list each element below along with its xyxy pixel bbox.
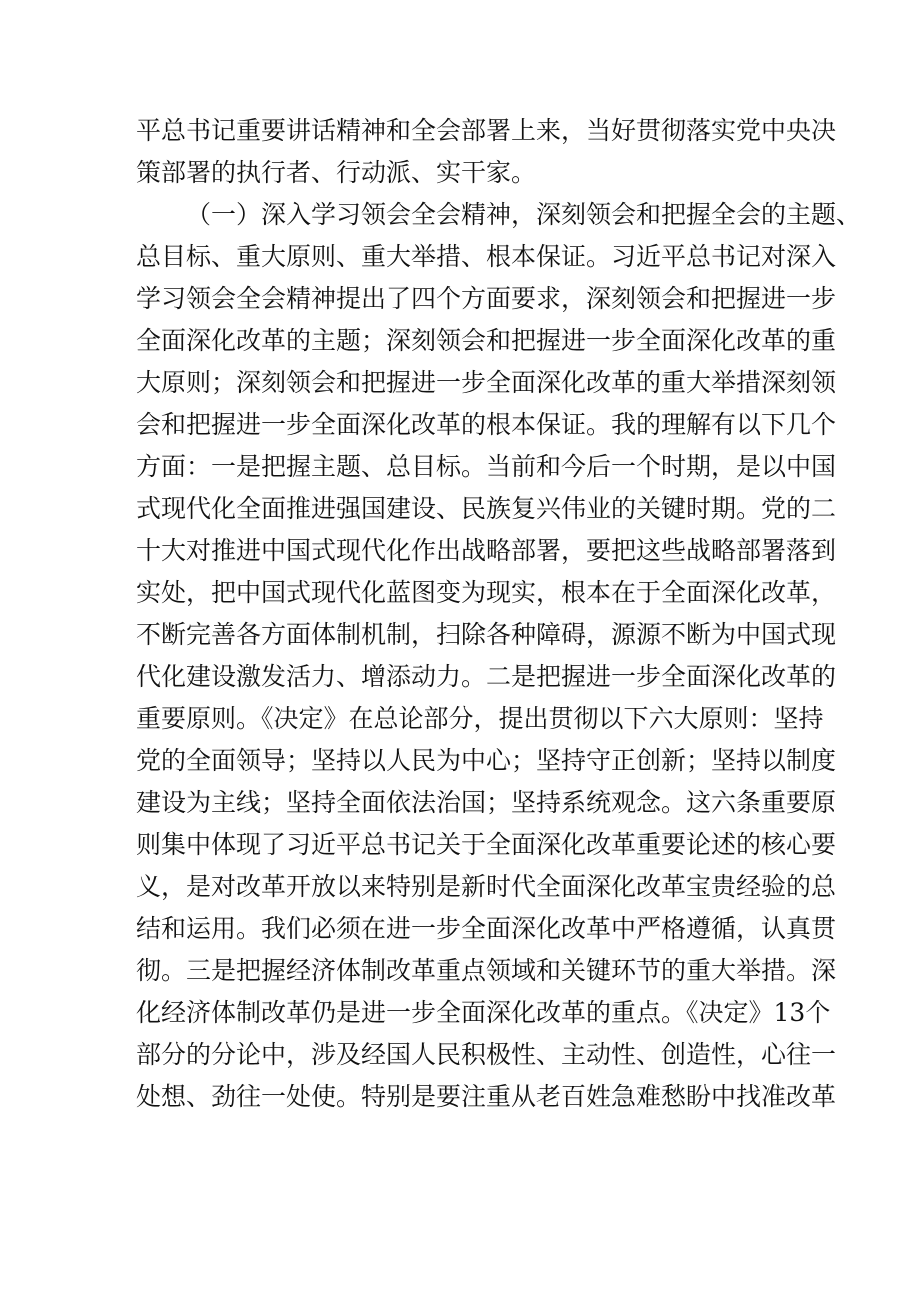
text-line: 十大对推进中国式现代化作出战略部署，要把这些战略部署落到 xyxy=(136,536,837,565)
text-line: 代化建设激发活力、增添动力。二是把握进一步全面深化改革的 xyxy=(136,662,837,691)
text-line: 策部署的执行者、行动派、实干家。 xyxy=(136,158,537,187)
text-line: 总目标、重大原则、重大举措、根本保证。习近平总书记对深入 xyxy=(136,242,837,271)
text-line: 党的全面领导；坚持以人民为中心；坚持守正创新；坚持以制度 xyxy=(136,746,837,775)
body-text xyxy=(136,110,862,1118)
text-line: 式现代化全面推进强国建设、民族复兴伟业的关键时期。党的二 xyxy=(136,494,837,523)
text-line: 化经济体制改革仍是进一步全面深化改革的重点。《决定》13个 xyxy=(136,998,831,1027)
text-line: 不断完善各方面体制机制，扫除各种障碍，源源不断为中国式现 xyxy=(136,620,837,649)
text-line: 处想、劲往一处使。特别是要注重从老百姓急难愁盼中找准改革 xyxy=(136,1082,837,1111)
text-line: 则集中体现了习近平总书记关于全面深化改革重要论述的核心要 xyxy=(136,830,837,859)
text-line: 结和运用。我们必须在进一步全面深化改革中严格遵循，认真贯 xyxy=(136,914,837,943)
text-line: 方面：一是把握主题、总目标。当前和今后一个时期，是以中国 xyxy=(136,452,837,481)
text-line: 会和把握进一步全面深化改革的根本保证。我的理解有以下几个 xyxy=(136,410,837,439)
paragraph-heading-line: （一）深入学习领会全会精神，深刻领会和把握全会的主题、 xyxy=(186,200,862,229)
text-line: 建设为主线；坚持全面依法治国；坚持系统观念。这六条重要原 xyxy=(136,788,837,817)
text-line: 实处，把中国式现代化蓝图变为现实，根本在于全面深化改革， xyxy=(136,578,837,607)
text-line: 平总书记重要讲话精神和全会部署上来，当好贯彻落实党中央决 xyxy=(136,116,837,145)
text-line: 学习领会全会精神提出了四个方面要求，深刻领会和把握进一步 xyxy=(136,284,837,313)
text-line: 全面深化改革的主题；深刻领会和把握进一步全面深化改革的重 xyxy=(136,326,837,355)
text-line: 部分的分论中，涉及经国人民积极性、主动性、创造性，心往一 xyxy=(136,1040,837,1069)
text-line: 大原则；深刻领会和把握进一步全面深化改革的重大举措深刻领 xyxy=(136,368,837,397)
text-line: 彻。三是把握经济体制改革重点领域和关键环节的重大举措。深 xyxy=(136,956,837,985)
text-line: 义，是对改革开放以来特别是新时代全面深化改革宝贵经验的总 xyxy=(136,872,837,901)
text-line: 重要原则。《决定》在总论部分，提出贯彻以下六大原则：坚持 xyxy=(136,704,824,733)
